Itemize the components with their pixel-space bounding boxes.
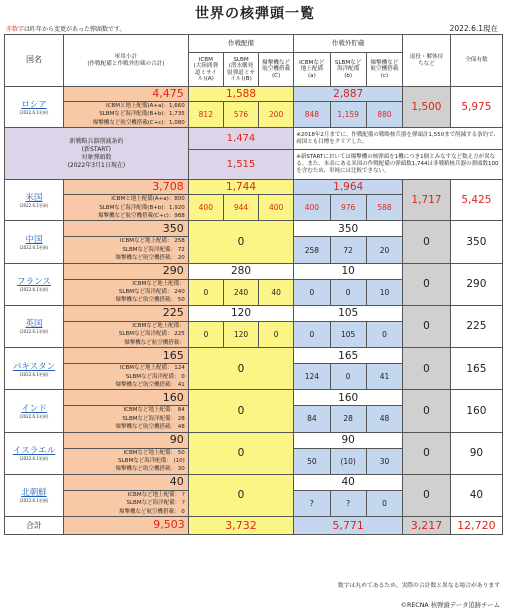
subtotal-line-land: ICBMなど地上配備： xyxy=(132,280,185,287)
stored-air: 41 xyxy=(366,364,402,390)
stored-icbm: 124 xyxy=(294,364,330,390)
country-cell xyxy=(5,305,64,347)
subtotal-value: 165 xyxy=(63,348,188,364)
stored-total: 2,887 xyxy=(294,87,403,102)
country-name[interactable]: イスラエル xyxy=(12,446,56,457)
warhead-table xyxy=(4,34,503,535)
new-start-note-1: ※2018年2月までに、作戦配備の戦略核兵器を弾頭計1,550まで削減する条約で、両国とも目標をクリアした。 xyxy=(294,128,503,150)
subtotal-line-air: 爆撃機など航空機搭載： 30 xyxy=(115,466,185,473)
subtotal-line-air: 爆撃機など航空機搭載： 0 xyxy=(118,508,185,515)
stored-icbm: 0 xyxy=(294,279,330,305)
subtotal-breakdown xyxy=(63,195,188,221)
page-title: 世界の核弾頭一覧 xyxy=(195,6,315,22)
stored-total: 165 xyxy=(294,348,403,364)
total-label: 合計 xyxy=(5,516,64,534)
stored-air: 30 xyxy=(366,448,402,474)
subtotal-value: 90 xyxy=(63,432,188,448)
rounding-footnote: 数字は丸めてあるため、実際の合計数と異なる場合があります xyxy=(337,583,500,589)
country-updated: (2022.6.1更新) xyxy=(19,498,49,504)
total-value: 40 xyxy=(450,474,502,516)
header-retired: 退役・解体待 ちなど xyxy=(403,35,451,87)
header-deployed-slbm: SLBM (潜水艦発 射弾道ミサ イル)(B) xyxy=(223,53,258,87)
subtotal-value: 40 xyxy=(63,474,188,490)
subtotal-line-air: 爆撃機など航空機搭載(C+c)：988 xyxy=(97,213,185,220)
stored-slbm: 0 xyxy=(330,279,366,305)
subtotal-breakdown xyxy=(63,490,188,516)
country-updated: (2022.6.1更新) xyxy=(19,371,49,377)
deployed-total: 120 xyxy=(188,305,293,321)
subtotal-breakdown xyxy=(63,406,188,432)
deployed-total: 0 xyxy=(188,390,293,432)
deployed-air: 400 xyxy=(259,195,294,221)
subtotal-line-air: 爆撃機など航空機搭載： 41 xyxy=(115,381,185,388)
copyright: ©RECNA 核弾頭データ追跡チーム xyxy=(400,602,500,609)
country-updated: (2022.6.1更新) xyxy=(19,287,49,293)
retired-value: 0 xyxy=(403,390,451,432)
header-stored-air: 爆撃機など 航空機搭載 (c) xyxy=(366,53,402,87)
total-value: 90 xyxy=(450,432,502,474)
subtotal-line-sea: SLBMなど海洋配備： ? xyxy=(126,500,185,507)
subtotal-line-land: ICBMと地上配備(A+a)：800 xyxy=(111,196,185,203)
subtotal-value: 350 xyxy=(63,221,188,237)
grand-deployed: 3,732 xyxy=(188,516,293,534)
stored-icbm: 84 xyxy=(294,406,330,432)
as-of-date: 2022.6.1現在 xyxy=(449,24,498,33)
stored-slbm: 28 xyxy=(330,406,366,432)
subtotal-line-land: ICBMなど地上配備： ? xyxy=(127,491,185,498)
header-deployed: 作戦配備 xyxy=(188,35,293,53)
subtotal-line-sea: SLBMなど海洋配備： 72 xyxy=(122,246,185,253)
country-name[interactable]: 中国 xyxy=(25,235,43,246)
header-stored-slbm: SLBMなど 海洋配備 (b) xyxy=(330,53,366,87)
header-deployed-air: 爆撃機など 航空機搭載 (C) xyxy=(259,53,294,87)
deployed-slbm: 944 xyxy=(223,195,258,221)
deployed-air: 0 xyxy=(259,321,294,347)
total-value: 5,425 xyxy=(450,180,502,221)
stored-icbm: 0 xyxy=(294,321,330,347)
stored-total: 90 xyxy=(294,432,403,448)
retired-value: 0 xyxy=(403,474,451,516)
subtotal-line-land: ICBMなど地上配備： 124 xyxy=(120,365,185,372)
deployed-total: 1,744 xyxy=(188,180,293,195)
legend-note xyxy=(6,24,125,33)
stored-total: 105 xyxy=(294,305,403,321)
deployed-total: 0 xyxy=(188,221,293,263)
subtotal-breakdown xyxy=(63,321,188,347)
stored-slbm: 1,159 xyxy=(330,102,366,128)
stored-icbm: 258 xyxy=(294,237,330,263)
header-total: 全保有数 xyxy=(450,35,502,87)
retired-value: 1,717 xyxy=(403,180,451,221)
country-name[interactable]: ロシア xyxy=(21,100,47,111)
deployed-slbm: 576 xyxy=(223,102,258,128)
country-cell xyxy=(5,432,64,474)
stored-air: 588 xyxy=(366,195,402,221)
total-value: 160 xyxy=(450,390,502,432)
stored-air: 20 xyxy=(366,237,402,263)
grand-subtotal: 9,503 xyxy=(63,516,188,534)
deployed-slbm: 120 xyxy=(223,321,258,347)
country-name[interactable]: 北朝鮮 xyxy=(21,488,47,499)
country-cell xyxy=(5,263,64,305)
grand-stored: 5,771 xyxy=(294,516,403,534)
stored-air: 0 xyxy=(366,321,402,347)
subtotal-line-sea: SLBMなど海洋配備(B+b)：1,920 xyxy=(99,204,185,211)
total-value: 350 xyxy=(450,221,502,263)
country-cell xyxy=(5,390,64,432)
grand-retired: 3,217 xyxy=(403,516,451,534)
subtotal-line-air: 爆撃機など航空機搭載： 50 xyxy=(115,297,185,304)
stored-total: 350 xyxy=(294,221,403,237)
deployed-total: 0 xyxy=(188,348,293,390)
deployed-total: 0 xyxy=(188,474,293,516)
header-stored: 作戦外貯蔵 xyxy=(294,35,403,53)
subtotal-value: 3,708 xyxy=(63,180,188,195)
stored-slbm: 105 xyxy=(330,321,366,347)
country-updated: (2022.6.1更新) xyxy=(19,329,49,335)
retired-value: 0 xyxy=(403,432,451,474)
country-cell xyxy=(5,221,64,263)
country-cell xyxy=(5,348,64,390)
total-value: 225 xyxy=(450,305,502,347)
country-name[interactable]: 英国 xyxy=(25,319,43,330)
country-name[interactable]: インド xyxy=(21,403,47,414)
stored-air: 10 xyxy=(366,279,402,305)
subtotal-line-land: ICBMなど地上配備： 84 xyxy=(123,407,185,414)
deployed-icbm: 400 xyxy=(188,195,223,221)
country-cell xyxy=(5,474,64,516)
header-subtotal: 軍用小計 (作戦配備と作戦外貯蔵の合計) xyxy=(63,35,188,87)
country-name[interactable]: 米国 xyxy=(25,193,43,204)
stored-total: 1,964 xyxy=(294,180,403,195)
table-body xyxy=(5,87,503,535)
subtotal-breakdown xyxy=(63,237,188,263)
new-start-label: 新戦略兵器削減条約 (新START) 対象弾頭数 (2022年3月1日現在) xyxy=(5,128,189,180)
stored-slbm: (10) xyxy=(330,448,366,474)
subtotal-line-sea: SLBMなど海洋配備： 28 xyxy=(122,415,185,422)
subtotal-value: 225 xyxy=(63,305,188,321)
country-updated: (2022.6.1更新) xyxy=(19,110,49,116)
stored-icbm: 848 xyxy=(294,102,330,128)
retired-value: 0 xyxy=(403,221,451,263)
deployed-air: 200 xyxy=(259,102,294,128)
stored-total: 10 xyxy=(294,263,403,279)
stored-icbm: ? xyxy=(294,490,330,516)
subtotal-line-sea: SLBMなど海洋配備(B+b)：1,735 xyxy=(99,111,185,118)
country-updated: (2022.6.1更新) xyxy=(19,245,49,251)
country-updated: (2022.6.1更新) xyxy=(19,413,49,419)
stored-air: 48 xyxy=(366,406,402,432)
legend-note-text: は昨年から変更があった弾頭数です。 xyxy=(24,26,126,33)
legend-red-word: 赤数字 xyxy=(6,26,25,33)
country-cell xyxy=(5,87,64,128)
subtotal-breakdown xyxy=(63,448,188,474)
country-name[interactable]: パキスタン xyxy=(12,361,56,372)
stored-icbm: 50 xyxy=(294,448,330,474)
country-name[interactable]: フランス xyxy=(17,277,51,288)
retired-value: 0 xyxy=(403,263,451,305)
stored-total: 40 xyxy=(294,474,403,490)
subtotal-value: 4,475 xyxy=(63,87,188,102)
deployed-slbm: 240 xyxy=(223,279,258,305)
total-value: 290 xyxy=(450,263,502,305)
subtotal-breakdown xyxy=(63,102,188,128)
subtotal-line-land: ICBMなど地上配備： 258 xyxy=(120,238,185,245)
header-stored-icbm: ICBMなど 地上配備 (a) xyxy=(294,53,330,87)
stored-slbm: 72 xyxy=(330,237,366,263)
subtotal-line-air: 爆撃機など航空機搭載： xyxy=(124,339,185,346)
subtotal-value: 290 xyxy=(63,263,188,279)
subtotal-line-air: 爆撃機など航空機搭載(C+c)：1,080 xyxy=(92,119,185,126)
subtotal-line-land: ICBMと地上配備(A+a)：1,660 xyxy=(105,103,185,109)
retired-value: 1,500 xyxy=(403,87,451,128)
new-start-note-2: ※新STARTにおいては爆撃機の核弾頭を1機につき1個とみなすなど数え方が異なる。また、本表にある米国の作戦配備の弾頭数1,744は非戦略核兵器の弾頭数100を含むため、単純には比較できない。 xyxy=(294,150,503,180)
stored-total: 160 xyxy=(294,390,403,406)
subtotal-value: 160 xyxy=(63,390,188,406)
subtotal-line-land: ICBMなど地上配備： xyxy=(132,322,185,329)
subtotal-line-sea: SLBMなど海洋配備： 0 xyxy=(125,373,185,380)
subtotal-line-air: 爆撃機など航空機搭載： 20 xyxy=(115,255,185,262)
total-value: 5,975 xyxy=(450,87,502,128)
subtotal-line-sea: SLBMなど海洋配備： (10) xyxy=(118,457,185,464)
subtotal-line-sea: SLBMなど海洋配備： 225 xyxy=(118,331,185,338)
stored-slbm: 976 xyxy=(330,195,366,221)
deployed-total: 280 xyxy=(188,263,293,279)
total-value: 165 xyxy=(450,348,502,390)
stored-air: 880 xyxy=(366,102,402,128)
subtotal-line-land: ICBMなど地上配備： 50 xyxy=(123,449,185,456)
header-deployed-icbm: ICBM (大陸間弾 道ミサイ ル)(A) xyxy=(188,53,223,87)
retired-value: 0 xyxy=(403,305,451,347)
deployed-total: 1,588 xyxy=(188,87,293,102)
new-start-russia: 1,474 xyxy=(188,128,293,150)
stored-air: 0 xyxy=(366,490,402,516)
deployed-icbm: 812 xyxy=(188,102,223,128)
deployed-icbm: 0 xyxy=(188,321,223,347)
header-country: 国名 xyxy=(5,35,64,87)
deployed-total: 0 xyxy=(188,432,293,474)
stored-slbm: 0 xyxy=(330,364,366,390)
retired-value: 0 xyxy=(403,348,451,390)
grand-total: 12,720 xyxy=(450,516,502,534)
deployed-icbm: 0 xyxy=(188,279,223,305)
subtotal-line-sea: SLBMなど海洋配備： 240 xyxy=(118,289,185,296)
new-start-us: 1,515 xyxy=(188,150,293,180)
stored-icbm: 400 xyxy=(294,195,330,221)
subtotal-line-air: 爆撃機など航空機搭載： 48 xyxy=(115,424,185,431)
country-updated: (2022.6.1更新) xyxy=(19,456,49,462)
country-cell xyxy=(5,180,64,221)
deployed-air: 40 xyxy=(259,279,294,305)
subtotal-breakdown xyxy=(63,364,188,390)
stored-slbm: ? xyxy=(330,490,366,516)
country-updated: (2022.6.1更新) xyxy=(19,203,49,209)
subtotal-breakdown xyxy=(63,279,188,305)
